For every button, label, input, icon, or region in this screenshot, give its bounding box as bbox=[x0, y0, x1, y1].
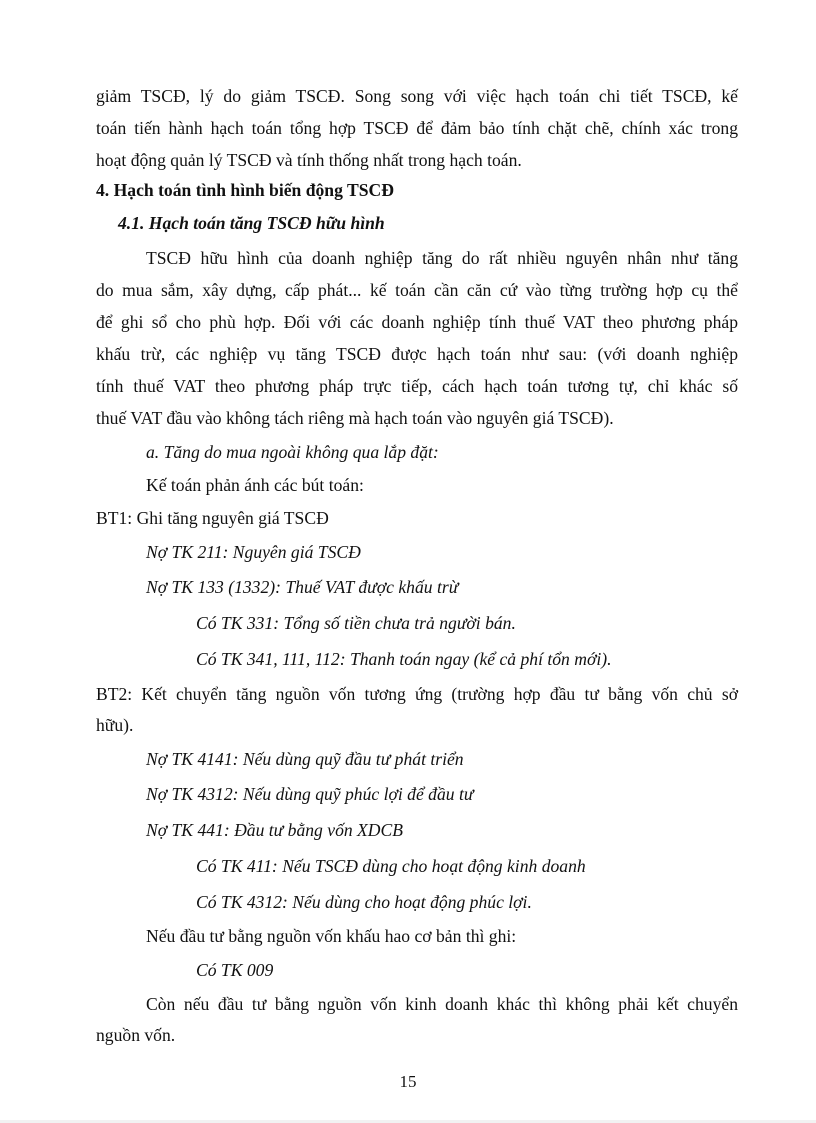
section-heading: 4. Hạch toán tình hình biến động TSCĐ bbox=[96, 180, 394, 200]
paragraph-line: thuế VAT đầu vào không tách riêng mà hạch toán vào nguyên giá TSCĐ). bbox=[96, 408, 614, 428]
paragraph-line: Còn nếu đầu tư bằng nguồn vốn kinh doanh khác thì không phải kết chuyển bbox=[146, 994, 738, 1014]
debit-entry: Nợ TK 133 (1332): Thuế VAT được khấu trừ bbox=[146, 577, 459, 597]
debit-entry: Nợ TK 4141: Nếu dùng quỹ đầu tư phát triển bbox=[146, 749, 464, 769]
page-number: 15 bbox=[399, 1072, 417, 1091]
paragraph-line: khấu trừ, các nghiệp vụ tăng TSCĐ được hạch toán như sau: (với doanh nghiệp bbox=[96, 344, 738, 364]
paragraph-line: nguồn vốn. bbox=[96, 1025, 176, 1045]
credit-entry: Có TK 4312: Nếu dùng cho hoạt động phúc lợi. bbox=[196, 892, 532, 912]
paragraph-line: giảm TSCĐ, lý do giảm TSCĐ. Song song với việc hạch toán chi tiết TSCĐ, kế bbox=[96, 86, 738, 106]
debit-entry: Nợ TK 211: Nguyên giá TSCĐ bbox=[146, 542, 361, 562]
debit-entry: Nợ TK 441: Đầu tư bằng vốn XDCB bbox=[146, 820, 403, 840]
paragraph-line: hữu). bbox=[96, 715, 134, 735]
case-label: a. Tăng do mua ngoài không qua lắp đặt: bbox=[146, 442, 439, 462]
subsection-heading: 4.1. Hạch toán tăng TSCĐ hữu hình bbox=[118, 213, 385, 233]
entry-heading: BT2: Kết chuyển tăng nguồn vốn tương ứng (trường hợp đầu tư bằng vốn chủ sở bbox=[96, 684, 738, 704]
paragraph-line: do mua sắm, xây dựng, cấp phát... kế toán cần căn cứ vào từng trường hợp cụ thể bbox=[96, 280, 738, 300]
credit-entry: Có TK 411: Nếu TSCĐ dùng cho hoạt động kinh doanh bbox=[196, 856, 586, 876]
paragraph-line: tính thuế VAT theo phương pháp trực tiếp, cách hạch toán tương tự, chỉ khác số bbox=[96, 376, 738, 396]
paragraph-line: Kế toán phản ánh các bút toán: bbox=[146, 475, 364, 495]
entry-heading: BT1: Ghi tăng nguyên giá TSCĐ bbox=[96, 508, 329, 528]
paragraph-line: để ghi sổ cho phù hợp. Đối với các doanh nghiệp tính thuế VAT theo phương pháp bbox=[96, 312, 738, 332]
credit-entry: Có TK 341, 111, 112: Thanh toán ngay (kể cả phí tổn mới). bbox=[196, 649, 612, 669]
paragraph-line: TSCĐ hữu hình của doanh nghiệp tăng do rất nhiều nguyên nhân như tăng bbox=[146, 248, 738, 268]
paragraph-line: Nếu đầu tư bằng nguồn vốn khấu hao cơ bản thì ghi: bbox=[146, 926, 517, 946]
paragraph-line: hoạt động quản lý TSCĐ và tính thống nhất trong hạch toán. bbox=[96, 150, 522, 170]
debit-entry: Nợ TK 4312: Nếu dùng quỹ phúc lợi để đầu tư bbox=[146, 784, 474, 804]
credit-entry: Có TK 009 bbox=[196, 960, 274, 980]
paragraph-line: toán tiến hành hạch toán tổng hợp TSCĐ để đảm bảo tính chặt chẽ, chính xác trong bbox=[96, 118, 738, 138]
credit-entry: Có TK 331: Tổng số tiền chưa trả người bán. bbox=[196, 613, 516, 633]
